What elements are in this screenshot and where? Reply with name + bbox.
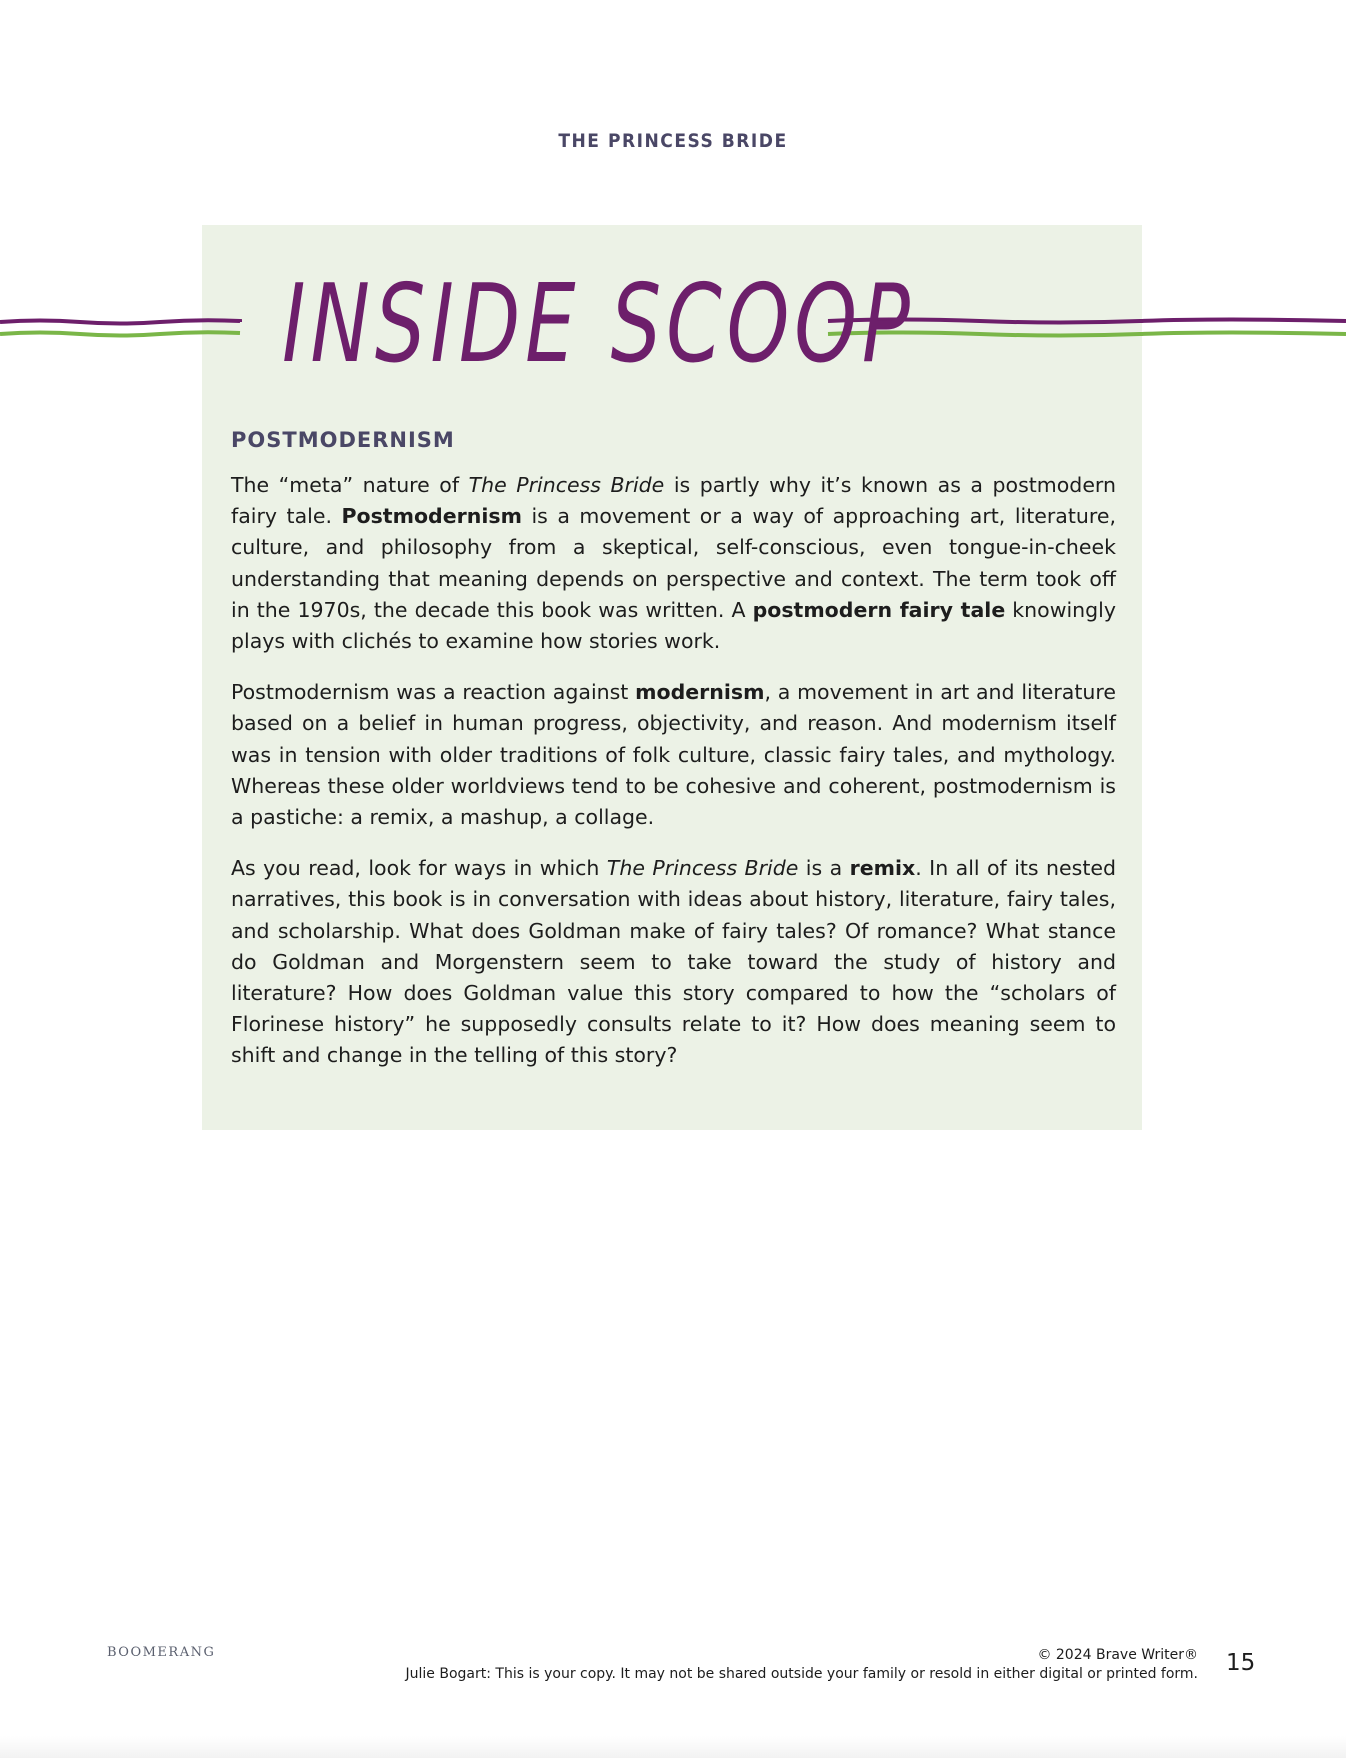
page-number: 15	[1226, 1650, 1256, 1676]
body-paragraph-3	[231, 853, 1116, 1071]
running-header: THE PRINCESS BRIDE	[558, 130, 788, 152]
text-run: , a movement in art and literature based on a belief in human progress, objectivity, and reason. And modernism itself was in tension with older traditions of folk culture, classic fairy tales, and mythology. Whereas these older worldviews tend to be cohesive and coherent, postmodernism is a pastiche: a remix, a mashup, a collage.	[231, 680, 1116, 830]
green-wavy-line	[0, 332, 240, 335]
bold-term: modernism	[635, 680, 765, 705]
purple-wavy-line	[0, 320, 240, 323]
text-run: is a	[798, 856, 850, 881]
body-text	[231, 470, 1116, 1092]
text-run: is a movement or a way of approaching art, literature, culture, and philosophy from a skeptical, self-conscious, even tongue-in-cheek understanding that meaning depends on perspective and context. The term took off in the 1970s, the decade this book was written. A	[231, 504, 1116, 622]
text-run: Postmodernism was a reaction against	[231, 680, 636, 705]
inside-scoop-title: INSIDE SCOOP	[282, 262, 915, 387]
section-heading: POSTMODERNISM	[231, 428, 455, 452]
text-run: As you read, look for ways in which	[231, 856, 607, 881]
italic-title: The Princess Bride	[468, 473, 665, 497]
copyright-line: © 2024 Brave Writer®	[1037, 1647, 1198, 1663]
boomerang-logo: BOOMERANG	[107, 1645, 216, 1660]
text-run: . In all of its nested narratives, this book is in conversation with ideas about history, literature, fairy tales, and scholarship. What does Goldman make of fairy tales? Of romance? What stance do Goldman and Morgenstern seem to take toward the study of history and literature? How does Goldman value this story compared to how the “scholars of Florinese history” he supposedly consults relate to it? How does meaning seem to shift and change in the telling of this story?	[231, 856, 1116, 1068]
bold-term: Postmodernism	[341, 504, 522, 529]
footer-copyright-block	[406, 1646, 1198, 1684]
page-edge-shadow	[0, 1736, 1346, 1758]
license-notice: Julie Bogart: This is your copy. It may not be shared outside your family or resold in either digital or printed form.	[405, 1666, 1198, 1682]
text-run: knowingly plays with clichés to examine how stories work.	[231, 597, 1116, 654]
bold-term: remix	[849, 856, 916, 881]
italic-title: The Princess Bride	[606, 856, 799, 881]
body-paragraph-2	[231, 677, 1116, 833]
text-run: is partly why it’s known as a postmodern fairy tale.	[231, 473, 1116, 529]
text-run: The “meta” nature of	[231, 473, 469, 497]
bold-term: postmodern fairy tale	[752, 597, 1006, 622]
body-paragraph-1	[231, 470, 1116, 657]
